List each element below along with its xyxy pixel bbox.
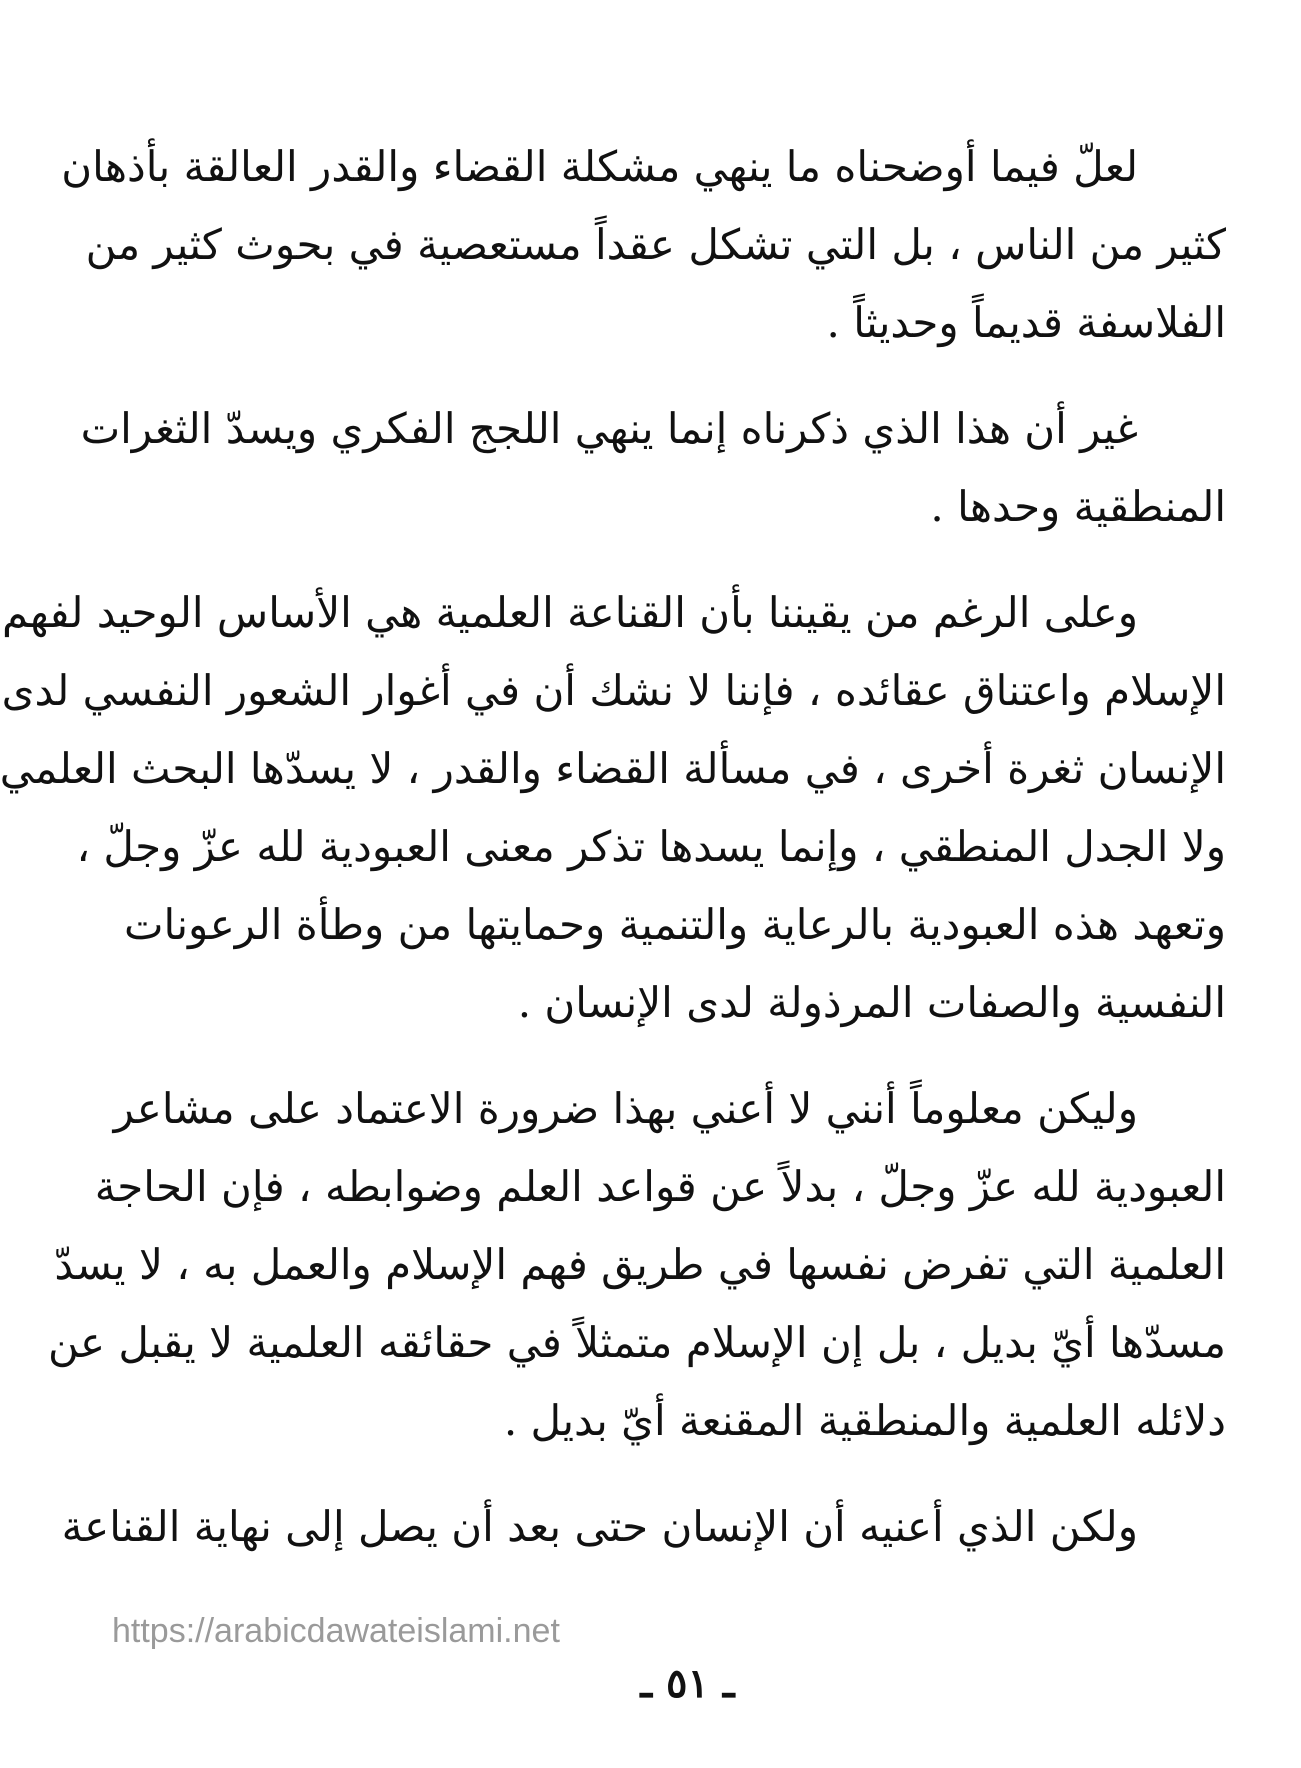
paragraph <box>0 574 1226 1042</box>
text-line: وليكن معلوماً أنني لا أعني بهذا ضرورة الاعتماد على مشاعر <box>113 1084 1138 1133</box>
text-line: وعلى الرغم من يقيننا بأن القناعة العلمية هي الأساس الوحيد لفهم <box>2 588 1138 637</box>
text-line: غير أن هذا الذي ذكرناه إنما ينهي اللجج الفكري ويسدّ الثغرات <box>80 404 1138 453</box>
paragraph <box>48 1070 1226 1460</box>
text-line: ولكن الذي أعنيه أن الإنسان حتى بعد أن يصل إلى نهاية القناعة <box>61 1502 1138 1551</box>
text-line: وتعهد هذه العبودية بالرعاية والتنمية وحمايتها من وطأة الرعونات <box>124 900 1226 949</box>
text-line: العلمية التي تفرض نفسها في طريق فهم الإسلام والعمل به ، لا يسدّ <box>54 1240 1226 1289</box>
text-line: النفسية والصفات المرذولة لدى الإنسان . <box>517 978 1226 1027</box>
text-line: الفلاسفة قديماً وحديثاً . <box>826 298 1226 347</box>
text-line: الإنسان ثغرة أخرى ، في مسألة القضاء والقدر ، لا يسدّها البحث العلمي <box>0 744 1226 793</box>
paragraph <box>61 1488 1226 1566</box>
page-number: ـ ٥١ ـ <box>640 1660 735 1707</box>
text-line: كثير من الناس ، بل التي تشكل عقداً مستعصية في بحوث كثير من <box>85 220 1226 269</box>
text-line: العبودية لله عزّ وجلّ ، بدلاً عن قواعد العلم وضوابطه ، فإن الحاجة <box>94 1162 1226 1211</box>
text-line: مسدّها أيّ بديل ، بل إن الإسلام متمثلاً في حقائقه العلمية لا يقبل عن <box>48 1318 1226 1367</box>
paragraph <box>80 390 1226 546</box>
paragraph <box>61 128 1226 362</box>
text-line: لعلّ فيما أوضحناه ما ينهي مشكلة القضاء والقدر العالقة بأذهان <box>61 142 1138 191</box>
text-line: ولا الجدل المنطقي ، وإنما يسدها تذكر معنى العبودية لله عزّ وجلّ ، <box>76 822 1226 871</box>
text-line: دلائله العلمية والمنطقية المقنعة أيّ بديل . <box>503 1396 1226 1445</box>
text-line: الإسلام واعتناق عقائده ، فإننا لا نشك أن في أغوار الشعور النفسي لدى <box>1 666 1226 715</box>
text-body <box>0 128 1226 1594</box>
watermark-url: https://arabicdawateislami.net <box>112 1612 560 1650</box>
text-line: المنطقية وحدها . <box>930 482 1226 531</box>
